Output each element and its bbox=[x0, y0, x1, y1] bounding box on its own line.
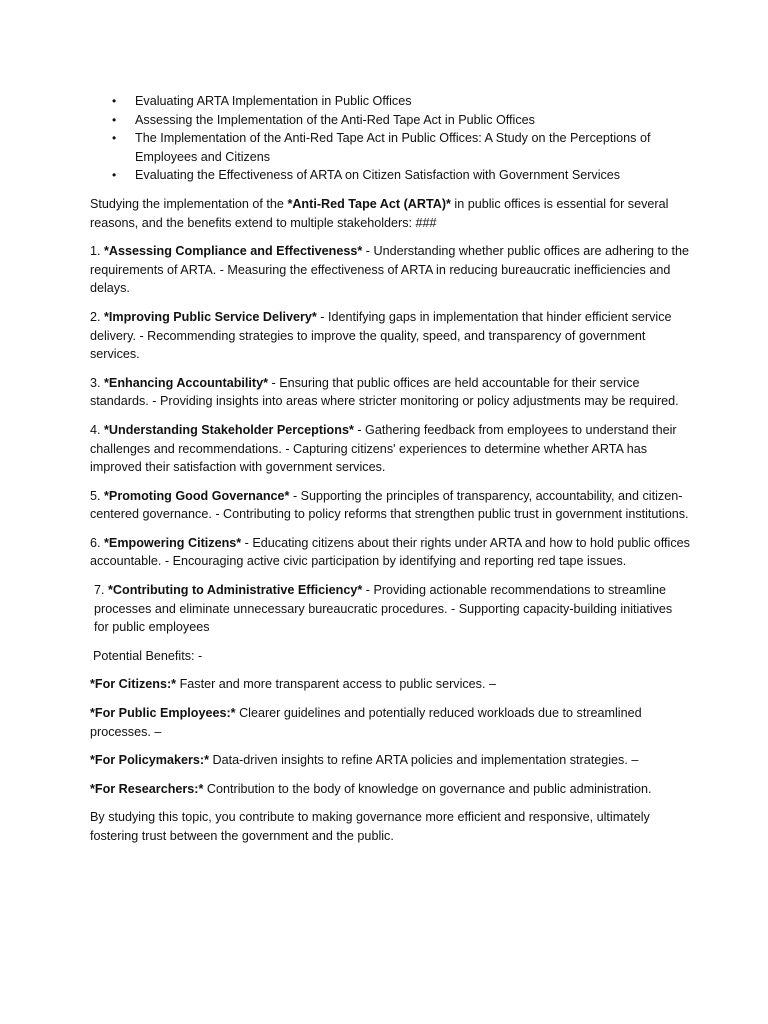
bullet-icon: • bbox=[112, 131, 117, 146]
bullet-icon: • bbox=[112, 94, 117, 108]
list-item: • Assessing the Implementation of the Anti-Red Tape Act in Public Offices bbox=[90, 111, 690, 130]
bullet-icon: • bbox=[112, 168, 117, 183]
list-item: • The Implementation of the Anti-Red Tape Act in Public Offices: A Study on the Perceptions of Employees and Citizens bbox=[112, 131, 651, 164]
intro-paragraph: Studying the implementation of the *Anti-Red Tape Act (ARTA)* in public offices is essential for several reasons, and the benefits extend to multiple stakeholders: ### bbox=[90, 196, 669, 230]
list-item: • Evaluating ARTA Implementation in Public Offices bbox=[90, 92, 690, 111]
list-item: • Evaluating the Effectiveness of ARTA on Citizen Satisfaction with Government Services bbox=[90, 166, 690, 185]
benefit-citizens: *For Citizens:* Faster and more transparent access to public services. – bbox=[90, 677, 496, 692]
reason-item-7: 7. *Contributing to Administrative Efficiency* - Providing actionable recommendations to streamline processes and eliminate unnecessary bureaucratic procedures. - Supporting capacity-building initiatives for public employees bbox=[94, 583, 673, 635]
reason-item-1: 1. *Assessing Compliance and Effectiveness* - Understanding whether public offices are adhering to the requirements of ARTA. - Measuring the effectiveness of ARTA in reducing bureaucratic inefficiencies and delays. bbox=[90, 244, 690, 296]
benefit-public-employees: *For Public Employees:* Clearer guidelines and potentially reduced workloads due to streamlined processes. – bbox=[90, 706, 642, 739]
reason-item-4: 4. *Understanding Stakeholder Perceptions* - Gathering feedback from employees to understand their challenges and recommendations. - Capturing citizens' experiences to determine whether ARTA has improved their satisfaction with government services. bbox=[90, 422, 677, 475]
benefit-policymakers: *For Policymakers:* Data-driven insights to refine ARTA policies and implementation strategies. – bbox=[90, 753, 639, 768]
conclusion-paragraph: By studying this topic, you contribute to making governance more efficient and responsive, ultimately fostering trust between the government and the public. bbox=[90, 810, 650, 843]
bullet-icon: • bbox=[112, 112, 117, 127]
benefits-heading: Potential Benefits: - bbox=[93, 648, 203, 663]
reason-item-2: 2. *Improving Public Service Delivery* - Identifying gaps in implementation that hinder efficient service delivery. - Recommending strategies to improve the quality, speed, and transparency of government services. bbox=[90, 309, 672, 362]
title-options-list bbox=[90, 92, 690, 185]
reason-item-5: 5. *Promoting Good Governance* - Supporting the principles of transparency, accountability, and citizen-centered governance. - Contributing to policy reforms that strengthen public trust in government institutions. bbox=[90, 488, 689, 522]
benefit-researchers: *For Researchers:* Contribution to the body of knowledge on governance and public administration. bbox=[90, 781, 652, 796]
reason-item-6: 6. *Empowering Citizens* - Educating citizens about their rights under ARTA and how to hold public offices accountable. - Encouraging active civic participation by identifying and reporting red tape issues. bbox=[90, 535, 690, 569]
reason-item-3: 3. *Enhancing Accountability* - Ensuring that public offices are held accountable for their service standards. - Providing insights into areas where stricter monitoring or policy adjustments may be required. bbox=[90, 375, 679, 409]
document-page bbox=[90, 92, 690, 856]
